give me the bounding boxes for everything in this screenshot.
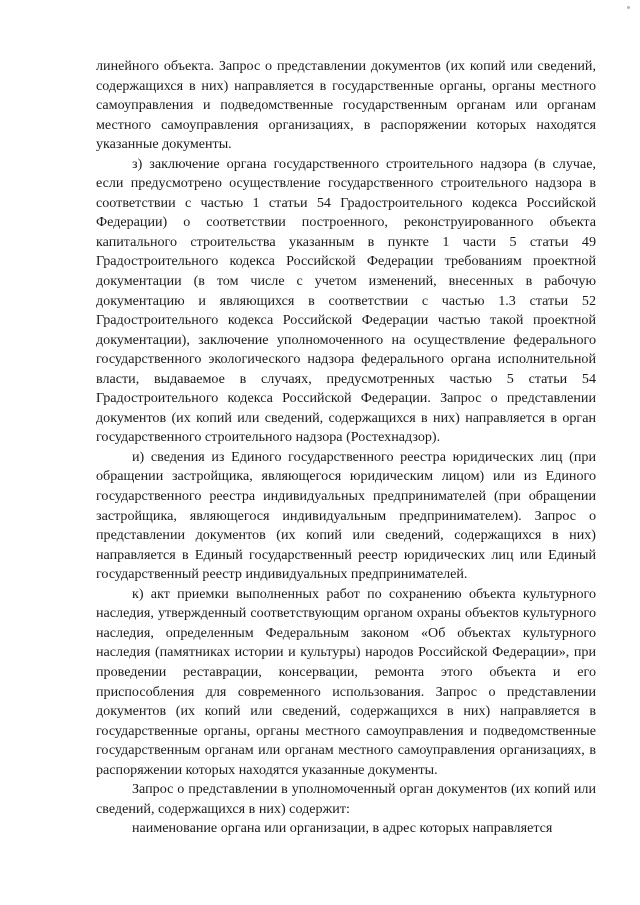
- paragraph-item-i: и) сведения из Единого государственного реестра юридических лиц (при обращении застройщика, являющегося юридическим лицом) или из Единого государственного реестра индивидуальных предпринимателей (при обращении застройщика, являющегося индивидуальным предпринимателем). Запрос о представлении документов (их копий или сведений, содержащихся в них) направляется в Единый государственный реестр юридических лиц или Единый государственный реестр индивидуальных предпринимателей.: [96, 448, 596, 583]
- document-page: [96, 57, 596, 839]
- paragraph-request-contents: Запрос о представлении в уполномоченный орган документов (их копий или сведений, содержащихся в них) содержит:: [96, 781, 596, 817]
- paragraph-continuation: линейного объекта. Запрос о представлении документов (их копий или сведений, содержащихся в них) направляется в государственные органы, органы местного самоуправления и подведомственные государственным органам или органам местного самоуправления организациях, в распоряжении которых находятся указанные документы.: [96, 58, 596, 153]
- scan-speck: [627, 6, 630, 9]
- paragraph-organ-name: наименование органа или организации, в адрес которых направляется: [132, 820, 553, 837]
- paragraph-item-z: з) заключение органа государственного строительного надзора (в случае, если предусмотрено осуществление государственного строительного надзора в соответствии с частью 1 статьи 54 Градостроительного кодекса Российской Федерации) о соответствии построенного, реконструированного объекта капитального строительства указанным в пункте 1 части 5 статьи 49 Градостроительного кодекса Российской Федерации требованиям проектной документации (в том числе с учетом изменений, внесенных в рабочую документацию и являющихся в соответствии с частью 1.3 статьи 52 Градостроительного кодекса Российской Федерации частью такой проектной документации), заключение уполномоченного на осуществление федерального государственного экологического надзора федерального органа исполнительной власти, выдаваемое в случаях, предусмотренных частью 5 статьи 54 Градостроительного кодекса Российской Федерации. Запрос о представлении документов (их копий или сведений, содержащихся в них) направляется в орган государственного строительного надзора (Ростехнадзор).: [96, 155, 596, 446]
- paragraph-item-k: к) акт приемки выполненных работ по сохранению объекта культурного наследия, утвержденный соответствующим органом охраны объектов культурного наследия, определенным Федеральным законом «Об объектах культурного наследия (памятниках истории и культуры) народов Российской Федерации», при проведении реставрации, консервации, ремонта этого объекта и его приспособления для современного использования. Запрос о представлении документов (их копий или сведений, содержащихся в них) направляется в государственные органы, органы местного самоуправления и подведомственные государственным органам или органам местного самоуправления организациях, в распоряжении которых находятся указанные документы.: [96, 585, 596, 778]
